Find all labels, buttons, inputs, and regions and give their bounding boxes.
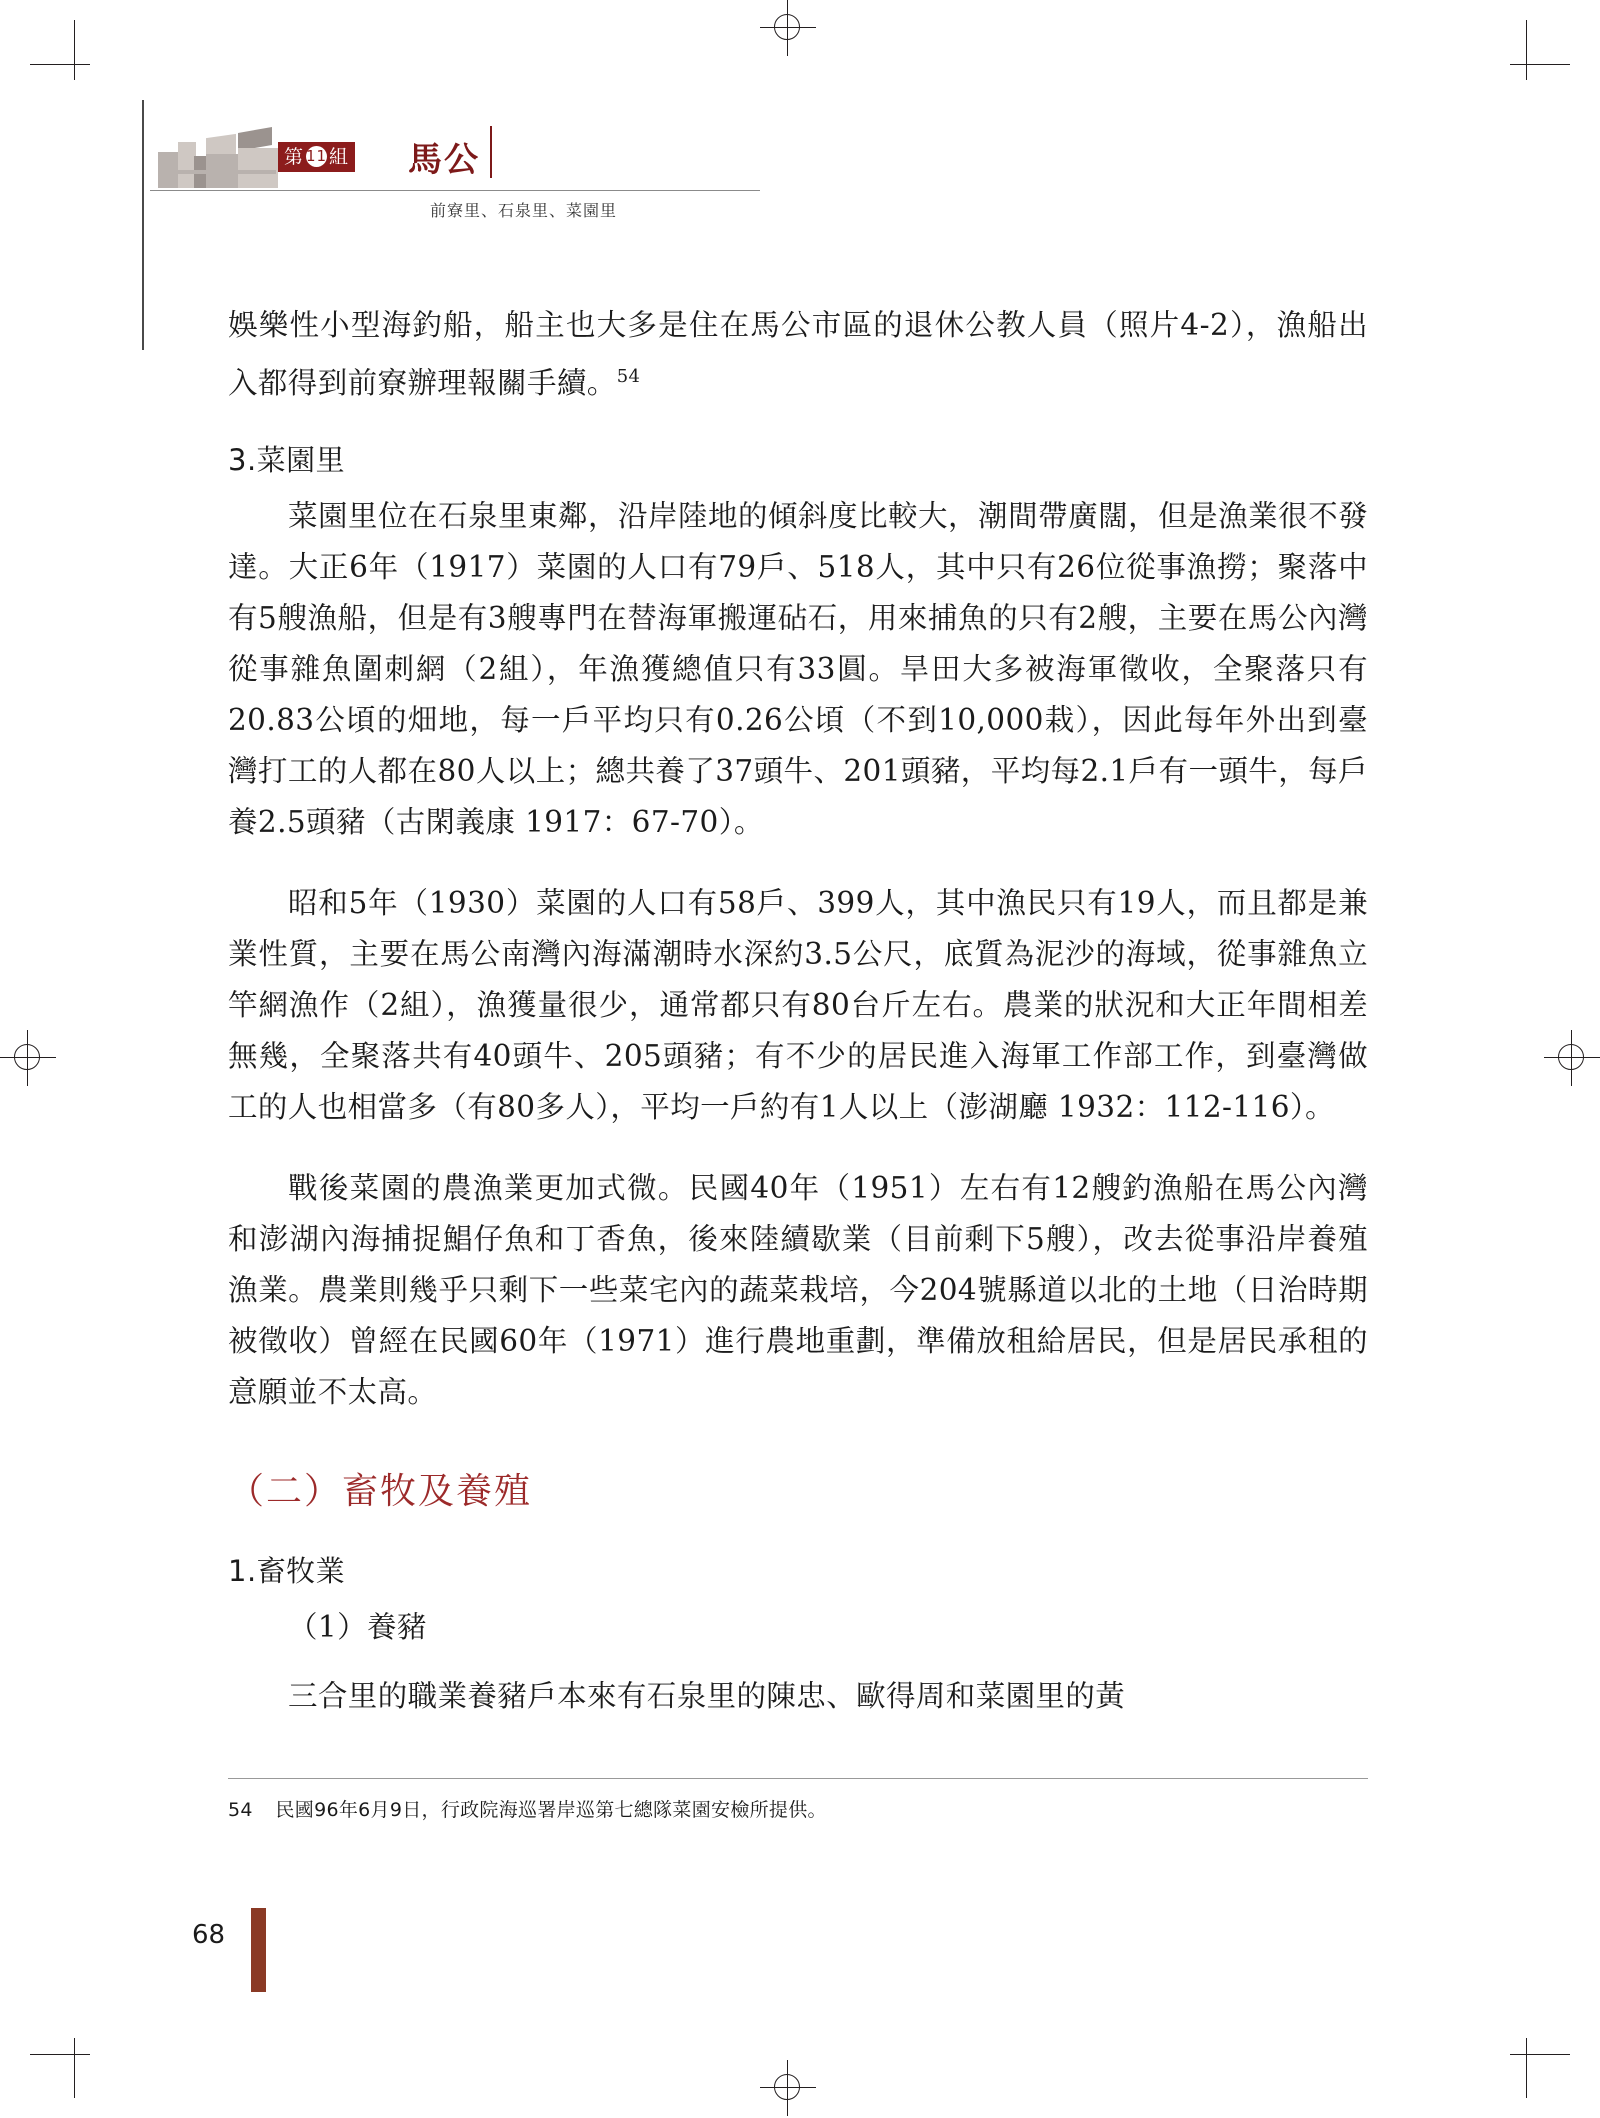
badge-number: 11 xyxy=(306,147,328,165)
paragraph-4: 三合里的職業養豬戶本來有石泉里的陳忠、歐得周和菜園里的黃 xyxy=(288,1678,1126,1713)
paragraph-2: 昭和5年（1930）菜園的人口有58戶、399人，其中漁民只有19人，而且都是兼業性質，主要在馬公南灣內海滿潮時水深約3.5公尺，底質為泥沙的海域，從事雜魚立竿網漁作（2組），漁獲量很少，通常都只有80台斤左右。農業的狀況和大正年間相差無幾，全聚落共有40頭牛、205頭豬；有不少的居民進入海軍工作部工作，到臺灣做工的人也相當多（有80多人），平均一戶約有1人以上（澎湖廳 1932：112-116）。 xyxy=(228,885,1368,1124)
badge-prefix: 第 xyxy=(284,146,305,168)
page-header xyxy=(150,120,760,220)
heading-1-1-pig-raising: （1）養豬 xyxy=(288,1609,427,1644)
badge-suffix: 組 xyxy=(329,146,350,168)
header-vertical-rule xyxy=(142,100,144,350)
paragraph-continued xyxy=(228,300,1368,409)
paragraph-spacer-3 xyxy=(228,1653,1368,1671)
heading-1-livestock: 1.畜牧業 xyxy=(228,1553,346,1588)
footnote-54 xyxy=(228,1795,1368,1825)
header-subtitle: 前寮里、石泉里、菜園里 xyxy=(430,201,618,220)
crop-mark-bottom-right xyxy=(1510,2038,1570,2098)
footnote-reference: 54 xyxy=(616,366,641,387)
header-title: 馬公 xyxy=(408,140,480,180)
footnote-divider xyxy=(228,1778,1368,1779)
section-heading-livestock-aquaculture: （二）畜牧及養殖 xyxy=(228,1470,533,1512)
registration-mark-bottom xyxy=(760,2060,816,2116)
footnote-text: 民國96年6月9日，行政院海巡署岸巡第七總隊菜園安檢所提供。 xyxy=(275,1799,827,1821)
registration-mark-right xyxy=(1544,1030,1600,1086)
registration-mark-left xyxy=(0,1030,56,1086)
paragraph-spacer-2 xyxy=(228,1133,1368,1163)
crop-mark-top-right xyxy=(1510,20,1570,80)
page-content xyxy=(228,300,1368,1722)
footnote-marker: 54 xyxy=(228,1799,253,1821)
village-illustration-icon xyxy=(158,126,278,188)
paragraph-continued-text: 娛樂性小型海釣船，船主也大多是住在馬公市區的退休公教人員（照片4-2），漁船出入都得到前寮辦理報關手續。 xyxy=(228,308,1368,400)
crop-mark-top-left xyxy=(30,20,90,80)
page-edge-marker-inner xyxy=(248,1908,266,1992)
heading-3-caiyuanli: 3.菜園里 xyxy=(228,442,346,477)
page-number: 68 xyxy=(192,1920,226,1950)
header-rule xyxy=(150,190,760,191)
header-logo-block xyxy=(150,120,760,220)
crop-mark-bottom-left xyxy=(30,2038,90,2098)
paragraph-1: 菜園里位在石泉里東鄰，沿岸陸地的傾斜度比較大，潮間帶廣闊，但是漁業很不發達。大正6年（1917）菜園的人口有79戶、518人，其中只有26位從事漁撈；聚落中有5艘漁船，但是有3艘專門在替海軍搬運砧石，用來捕魚的只有2艘，主要在馬公內灣從事雜魚圍刺網（2組），年漁獲總值只有33圓。旱田大多被海軍徵收，全聚落只有20.83公頃的畑地，每一戶平均只有0.26公頃（不到10,000栽），因此每年外出到臺灣打工的人都在80人以上；總共養了37頭牛、201頭豬，平均每2.1戶有一頭牛，每戶養2.5頭豬（古閑義康 1917：67-70）。 xyxy=(228,498,1368,839)
group-badge xyxy=(278,142,355,172)
header-title-divider xyxy=(490,126,492,178)
paragraph-3: 戰後菜園的農漁業更加式微。民國40年（1951）左右有12艘釣漁船在馬公內灣和澎湖內海捕捉鯧仔魚和丁香魚，後來陸續歇業（目前剩下5艘），改去從事沿岸養殖漁業。農業則幾乎只剩下一些菜宅內的蔬菜栽培，今204號縣道以北的土地（日治時期被徵收）曾經在民國60年（1971）進行農地重劃，準備放租給居民，但是居民承租的意願並不太高。 xyxy=(228,1170,1368,1409)
registration-mark-top xyxy=(760,0,816,56)
paragraph-spacer-1 xyxy=(228,848,1368,878)
